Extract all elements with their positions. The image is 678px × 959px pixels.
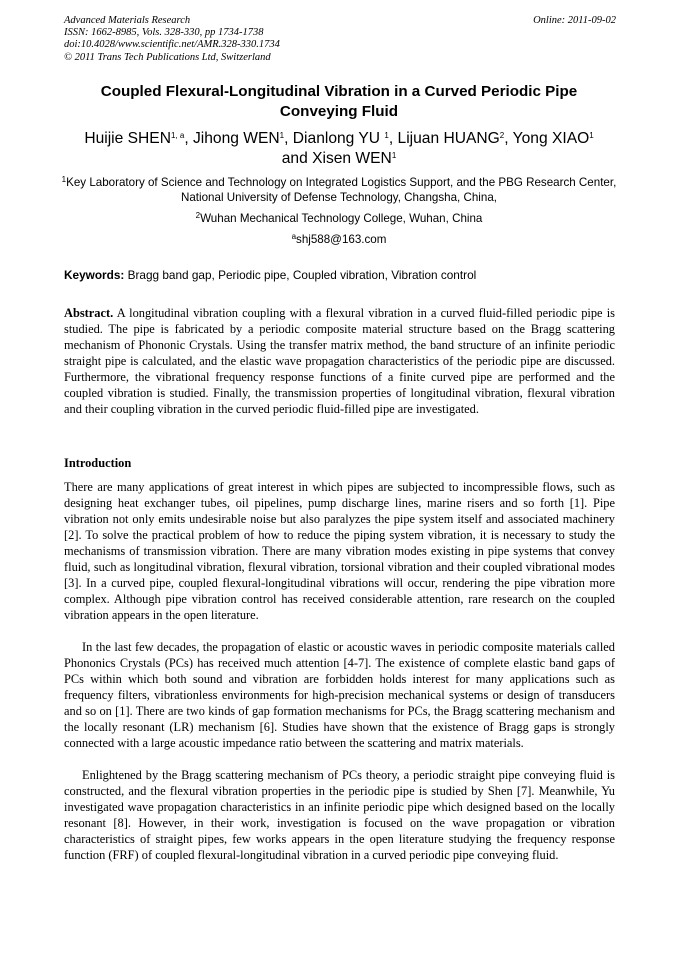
online-date: Online: 2011-09-02 <box>533 15 616 26</box>
keywords-label: Keywords: <box>64 268 125 282</box>
author-conjunction: and <box>281 150 313 167</box>
doi-line: doi:10.4028/www.scientific.net/AMR.328-330.1734 <box>64 39 280 51</box>
author-separator: , <box>504 130 513 147</box>
email-text: shj588@163.com <box>296 233 387 246</box>
author-name: Xisen WEN <box>312 150 392 167</box>
affiliation-mark: 2 <box>195 211 201 220</box>
author-separator: , <box>184 130 193 147</box>
author-affiliation-mark: 1 <box>384 131 389 140</box>
affiliation-text: Key Laboratory of Science and Technology on Integrated Logistics Support, and the PBG Research Center, National University of Defense Technology, Changsha, China, <box>66 176 617 204</box>
intro-paragraph-2: In the last few decades, the propagation of elastic or acoustic waves in periodic composite materials called Phononics Crystals (PCs) has received much attention [4-7]. The existence of complete elastic band gaps of PCs within which both sound and vibration are forbidden holds interest for many applications such as frequency filters, vibrationless environments for high-precision mechanical systems or design of transducers and so on [1]. There are two kinds of gap formation mechanisms for PCs, the Bragg scattering mechanism and the locally resonant (LR) mechanism [6]. Studies have shown that the existence of Bragg gaps is strongly connected with a large acoustic impedance ratio between the scattering and matrix materials. <box>64 640 615 750</box>
author-list <box>64 129 614 169</box>
author-affiliation-mark: 1 <box>279 131 285 140</box>
author-separator: , <box>388 130 398 147</box>
author-name: Huijie SHEN <box>84 130 171 147</box>
author-affiliation-mark: 1, a <box>170 131 185 140</box>
author-email <box>64 233 614 247</box>
keywords <box>64 268 616 282</box>
affiliation-1 <box>60 176 618 206</box>
author-name: Dianlong YU <box>292 130 385 147</box>
journal-header <box>64 15 616 64</box>
abstract <box>64 305 615 417</box>
author-name: Jihong WEN <box>193 130 280 147</box>
section-heading-introduction: Introduction <box>64 456 132 470</box>
intro-paragraph-1: There are many applications of great interest in which pipes are subjected to incompressible flows, such as designing heat exchanger tubes, oil pipelines, pump discharge lines, marine risers and so forth [1]. Pipe vibration not only emits undesirable noise but also paralyzes the pipe system itself and associated machinery [2]. To solve the practical problem of how to reduce the piping system vibration, it is necessary to study the mechanisms of transmission vibration. There are many vibration modes existing in pipe systems that convey fluid, such as longitudinal vibration, flexural vibration, torsional vibration and their coupled vibrational modes [3]. In a curved pipe, coupled flexural-longitudinal vibrations will occur, rendering the pipe vibration more complex. Although pipe vibration control has received considerable attention, rare research on the coupled vibration appears in the open literature. <box>64 480 615 622</box>
copyright-line: © 2011 Trans Tech Publications Ltd, Switzerland <box>64 51 271 63</box>
author-name: Lijuan HUANG <box>397 130 500 147</box>
affiliation-2 <box>64 212 614 226</box>
author-affiliation-mark: 1 <box>589 131 594 140</box>
journal-name: Advanced Materials Research <box>64 15 191 26</box>
email-mark: a <box>291 232 297 241</box>
affiliation-mark: 1 <box>61 175 67 184</box>
author-affiliation-mark: 1 <box>391 151 397 160</box>
abstract-text: A longitudinal vibration coupling with a flexural vibration in a curved fluid-filled periodic pipe is studied. The pipe is fabricated by a periodic composite material structure based on the Bragg scattering mechanism of Phononic Crystals. Using the transfer matrix method, the band structure of an infinite periodic straight pipe is calculated, and the elastic wave propagation characteristics of the periodic pipe are discussed. Furthermore, the vibrational frequency response functions of a finite curved pipe are performed and the coupled vibration is studied. Finally, the transmission properties of longitudinal vibration, flexural vibration and their coupling vibration in the curved periodic fluid-filled pipe are investigated. <box>64 306 615 416</box>
author-name: Yong XIAO <box>512 130 590 147</box>
abstract-label: Abstract. <box>64 306 114 320</box>
paper-title: Coupled Flexural-Longitudinal Vibration in a Curved Periodic Pipe Conveying Fluid <box>100 83 578 120</box>
issn-line: ISSN: 1662-8985, Vols. 328-330, pp 1734-1738 <box>64 27 264 39</box>
author-affiliation-mark: 2 <box>499 131 505 140</box>
affiliation-text: Wuhan Mechanical Technology College, Wuhan, China <box>200 212 483 225</box>
intro-paragraph-3: Enlightened by the Bragg scattering mechanism of PCs theory, a periodic straight pipe conveying fluid is constructed, and the flexural vibration properties in the periodic pipe is studied by Shen [7]. Meanwhile, Yu investigated wave propagation characteristics in an infinite periodic pipe which designed based on the locally resonant [8]. However, in their work, investigation is focused on the wave propagation or vibration characteristics of straight pipes, few works appears in the open literature studying the frequency response function (FRF) of coupled flexural-longitudinal vibration in a curved periodic pipe conveying fluid. <box>64 768 615 862</box>
keywords-text: Bragg band gap, Periodic pipe, Coupled vibration, Vibration control <box>124 268 477 282</box>
author-separator: , <box>284 130 293 147</box>
